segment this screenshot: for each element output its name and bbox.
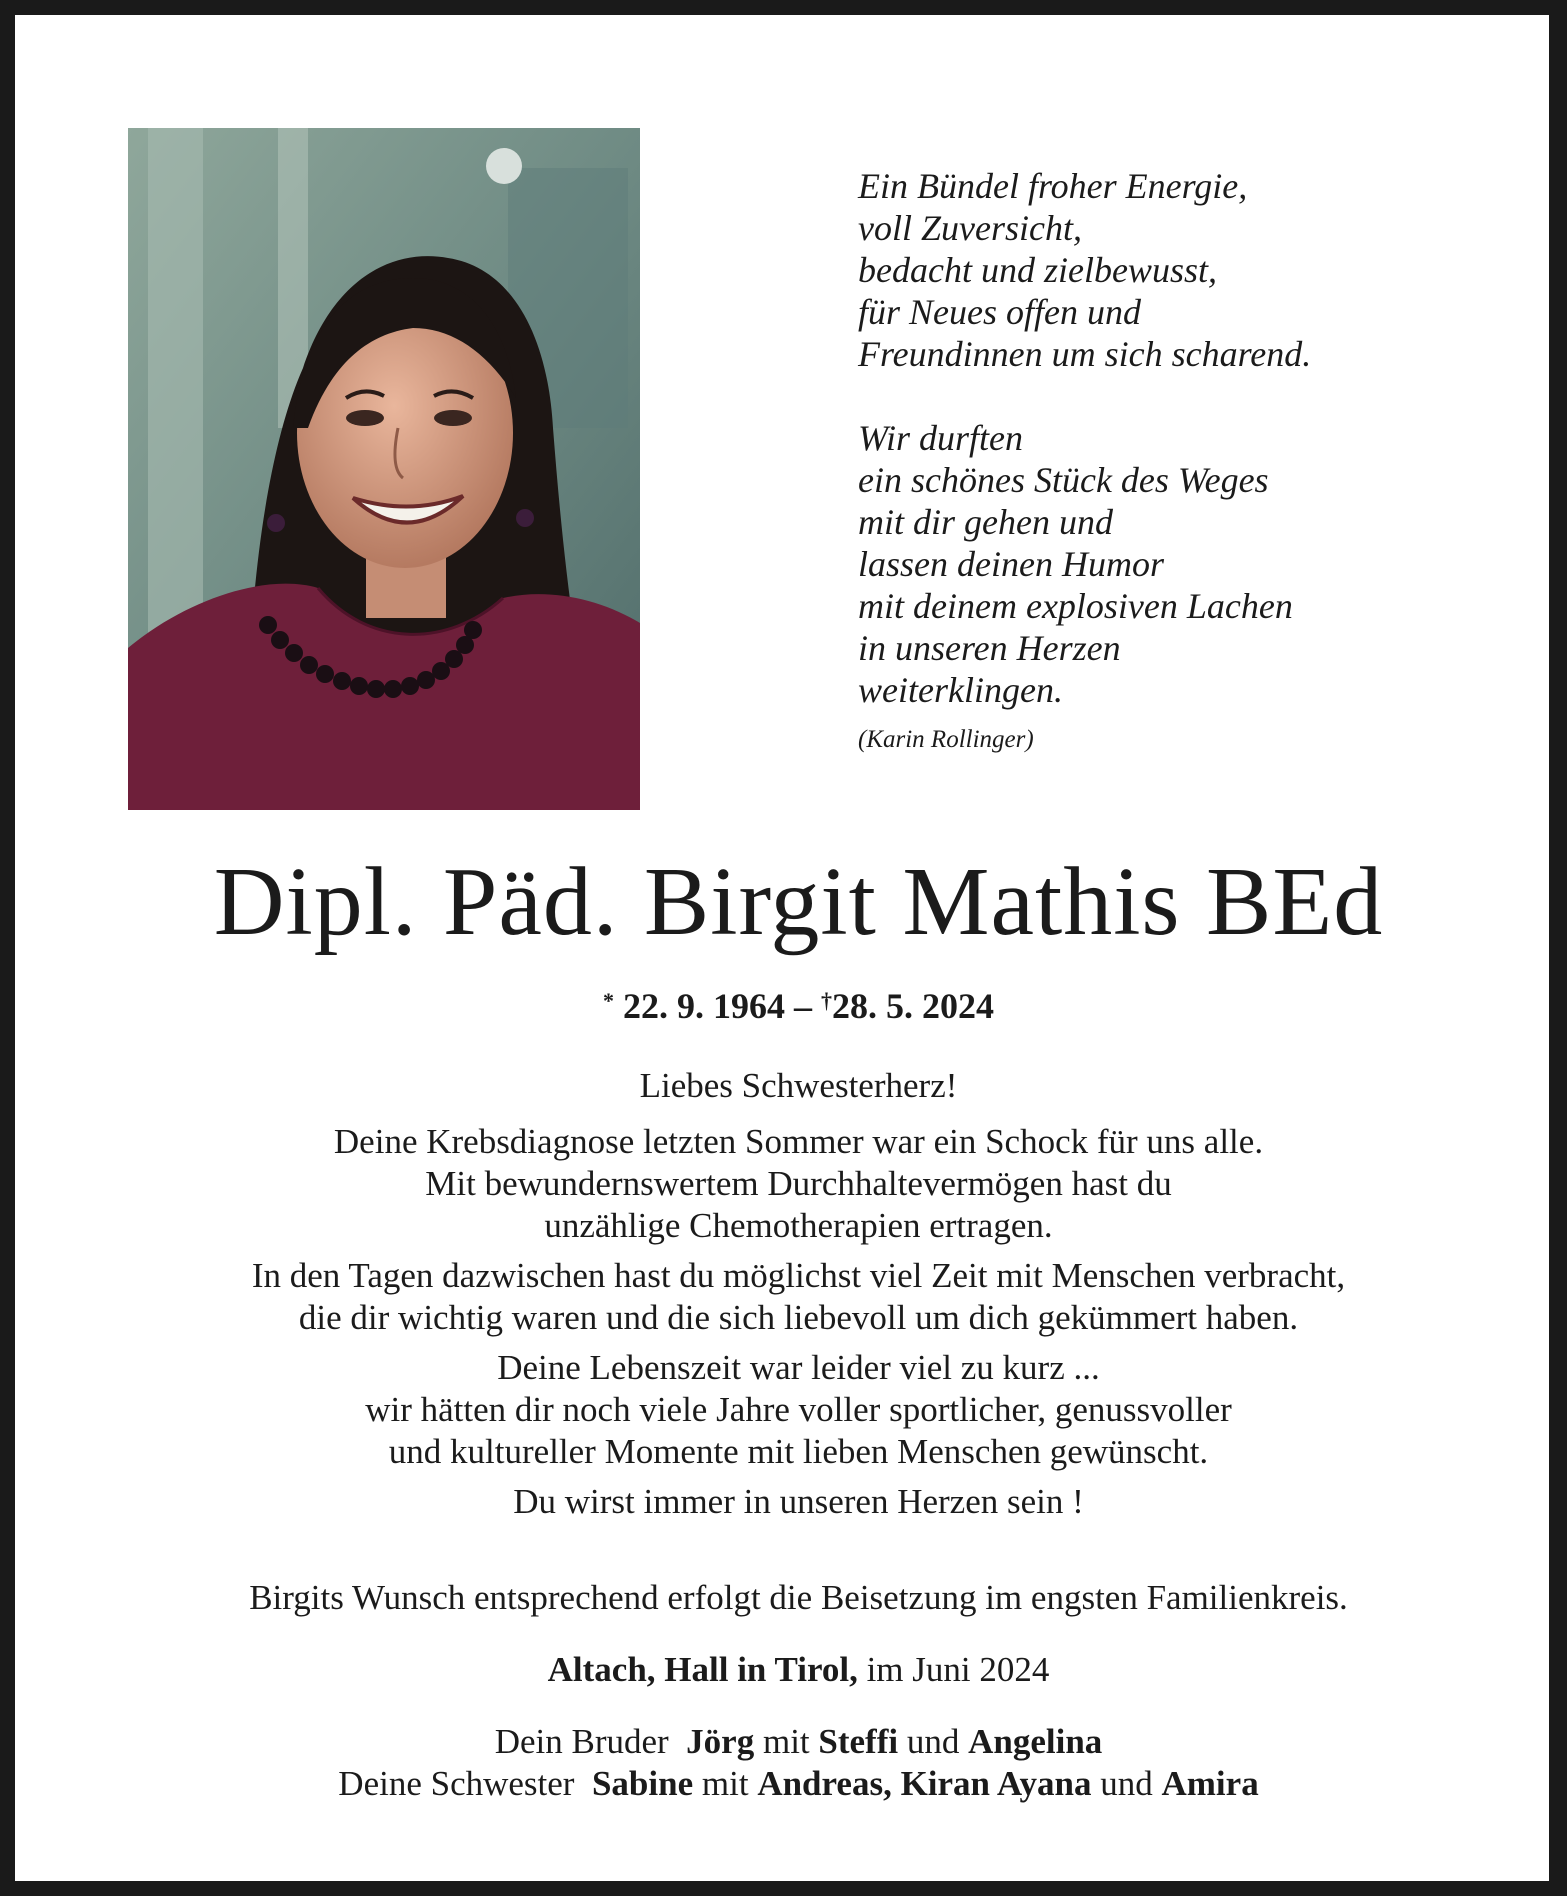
mourner-connector: mit bbox=[762, 1722, 810, 1761]
poem-line: Freundinnen um sich scharend. bbox=[858, 334, 1312, 374]
text-line: wir hätten dir noch viele Jahre voller sportlicher, genussvoller bbox=[365, 1390, 1232, 1429]
text-line: und kultureller Momente mit lieben Menschen gewünscht. bbox=[388, 1432, 1209, 1471]
mourner-row-sister bbox=[15, 1763, 1567, 1805]
paragraph-time bbox=[15, 1255, 1567, 1339]
mourner-name: Amira bbox=[1161, 1764, 1259, 1803]
birth-date: 22. 9. 1964 bbox=[623, 986, 785, 1026]
birth-mark: * bbox=[603, 988, 614, 1013]
text-line: unzählige Chemotherapien ertragen. bbox=[544, 1206, 1053, 1245]
text-line: die dir wichtig waren und die sich liebevoll um dich gekümmert haben. bbox=[298, 1298, 1299, 1337]
paragraph-lifetime bbox=[15, 1347, 1567, 1473]
poem-line: mit dir gehen und bbox=[858, 502, 1113, 542]
poem-attribution: (Karin Rollinger) bbox=[858, 726, 1034, 753]
text-line: In den Tagen dazwischen hast du möglichst viel Zeit mit Menschen verbracht, bbox=[251, 1256, 1346, 1295]
obituary-message bbox=[15, 1065, 1567, 1805]
death-mark: † bbox=[821, 988, 832, 1013]
poem-line: weiterklingen. bbox=[858, 670, 1063, 710]
portrait-photo bbox=[128, 128, 640, 810]
mourner-name: Angelina bbox=[968, 1722, 1103, 1761]
mourner-name: Sabine bbox=[591, 1764, 694, 1803]
poem-line: für Neues offen und bbox=[858, 292, 1141, 332]
portrait-illustration bbox=[128, 128, 640, 810]
deceased-name: Dipl. Päd. Birgit Mathis BEd bbox=[213, 848, 1384, 956]
places: Altach, Hall in Tirol, bbox=[547, 1650, 858, 1689]
place-and-date bbox=[15, 1649, 1567, 1691]
closing-line: Du wirst immer in unseren Herzen sein ! bbox=[513, 1482, 1084, 1521]
text-line: Deine Krebsdiagnose letzten Sommer war ein Schock für uns alle. bbox=[333, 1122, 1264, 1161]
mourner-name: Andreas, Kiran Ayana bbox=[757, 1764, 1092, 1803]
mourner-prefix: Deine Schwester bbox=[338, 1764, 575, 1803]
paragraph-diagnosis bbox=[15, 1121, 1567, 1247]
mourner-row-brother bbox=[15, 1721, 1567, 1763]
poem-line: bedacht und zielbewusst, bbox=[858, 250, 1217, 290]
poem-stanza-2 bbox=[858, 417, 1478, 711]
life-dates bbox=[15, 979, 1567, 1028]
mourners bbox=[15, 1721, 1567, 1805]
poem-stanza-1 bbox=[858, 165, 1478, 375]
poem-line: lassen deinen Humor bbox=[858, 544, 1164, 584]
mourner-connector: mit bbox=[701, 1764, 749, 1803]
poem-line: mit deinem explosiven Lachen bbox=[858, 586, 1293, 626]
mourner-name: Steffi bbox=[818, 1722, 899, 1761]
notice-date: im Juni 2024 bbox=[866, 1650, 1050, 1689]
salutation: Liebes Schwesterherz! bbox=[639, 1066, 958, 1105]
mourner-connector: und bbox=[906, 1722, 960, 1761]
death-date: 28. 5. 2024 bbox=[832, 986, 994, 1026]
mourner-name: Jörg bbox=[686, 1722, 755, 1761]
poem-line: Ein Bündel froher Energie, bbox=[858, 166, 1248, 206]
burial-note: Birgits Wunsch entsprechend erfolgt die Beisetzung im engsten Familienkreis. bbox=[249, 1578, 1348, 1617]
poem-line: voll Zuversicht, bbox=[858, 208, 1082, 248]
mourner-connector: und bbox=[1100, 1764, 1153, 1803]
text-line: Deine Lebenszeit war leider viel zu kurz ... bbox=[497, 1348, 1100, 1387]
mourner-prefix: Dein Bruder bbox=[494, 1722, 669, 1761]
text-line: Mit bewundernswertem Durchhaltevermögen hast du bbox=[425, 1164, 1172, 1203]
poem-line: in unseren Herzen bbox=[858, 628, 1121, 668]
memorial-poem bbox=[858, 165, 1478, 755]
date-separator: – bbox=[794, 986, 812, 1026]
poem-line: Wir durften bbox=[858, 418, 1024, 458]
poem-line: ein schönes Stück des Weges bbox=[858, 460, 1269, 500]
